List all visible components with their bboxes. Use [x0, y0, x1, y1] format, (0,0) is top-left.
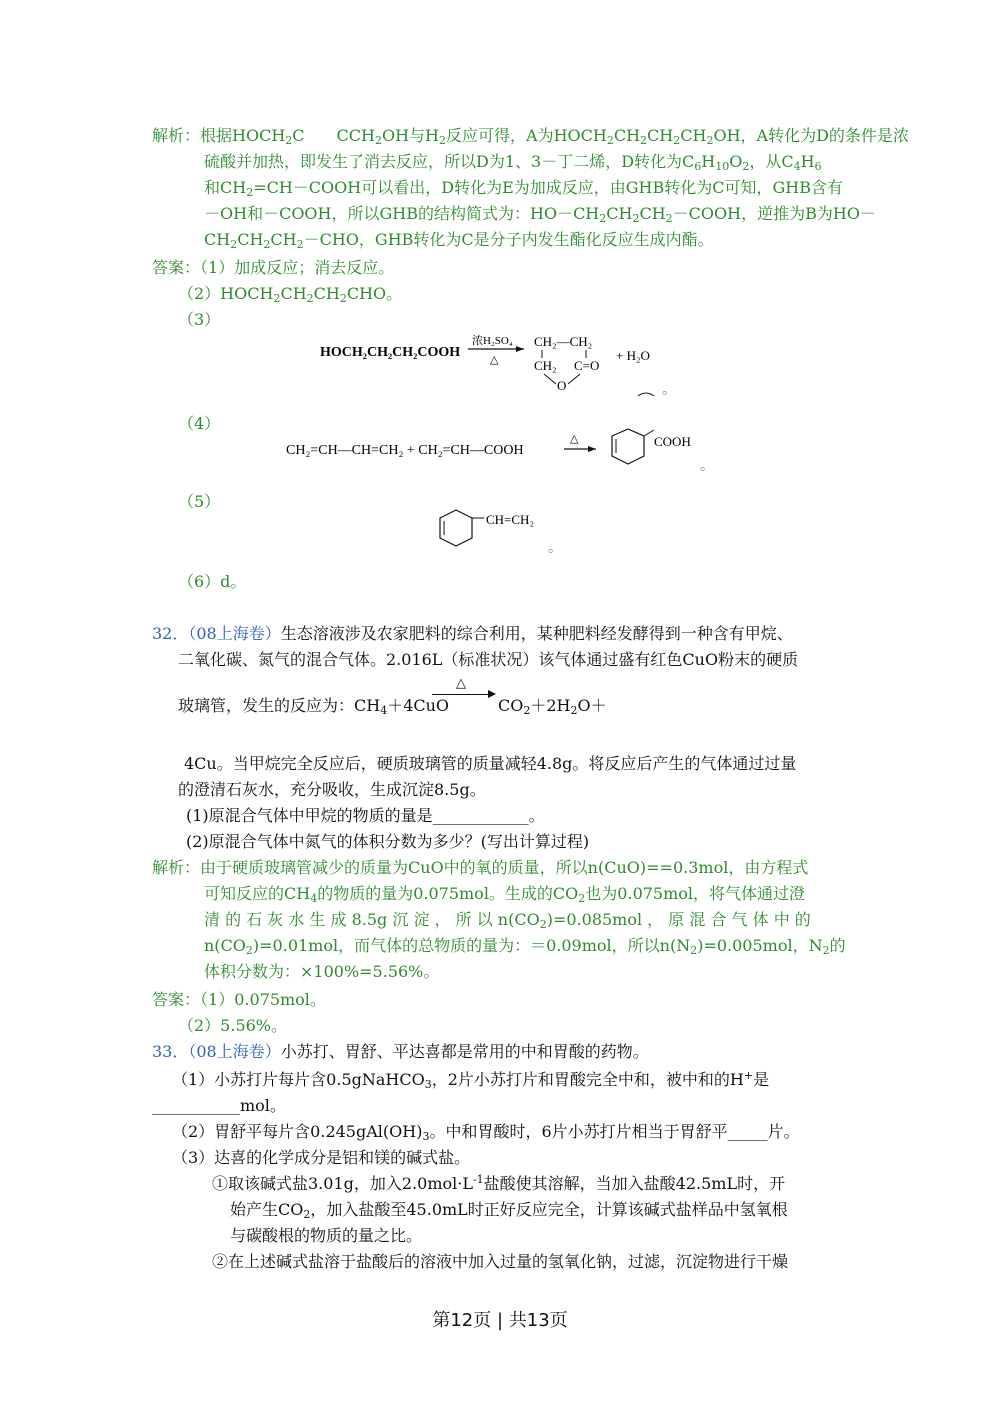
reaction-3-arrowhead — [516, 346, 524, 352]
question-33-part-1-line-1: ①取该碱式盐3.01g，加入$2.0mol\cdot L^{-1}$盐酸使其溶解，当加入盐酸42.5mL时，开 — [212, 1173, 786, 1193]
reaction-4-product-ring — [612, 429, 644, 464]
question-32-line-3: 玻璃管，发生的反应为：$CH_4+4CuO$ — [178, 696, 450, 717]
reaction-5-period: 。 — [548, 541, 562, 556]
analysis-1-line-4: －OH和－COOH，所以GHB的结构简式为：$HO-CH_2CH_2CH_2-COOH$，逆推为B为HO－ — [204, 204, 876, 225]
analysis-2-line-1: 解析：由于硬质玻璃管减少的质量为CuO中的氧的质量，所以n(CuO)==0.3mol，由方程式 — [152, 858, 809, 877]
question-32-line-3-products: $CO_2+2H_2O+$ — [498, 696, 607, 717]
page-footer: 第12页 | 共13页 — [432, 1310, 568, 1331]
analysis-2-line-3: 清 的 石 灰 水 生 成 8.5g 沉 淀 ， 所 以 $n(CO_2)=0.085mol$ ， 原 混 合 气 体 中 的 — [204, 910, 811, 931]
question-33-sub-1-blank: ___________mol。 — [152, 1096, 286, 1115]
question-33-part-2-line-1: ②在上述碱式盐溶于盐酸后的溶液中加入过量的氢氧化钠，过滤，沉淀物进行干燥 — [212, 1252, 789, 1271]
question-33-line-1: 33．（08上海卷）小苏打、胃舒、平达喜都是常用的中和胃酸的药物。 — [152, 1042, 649, 1061]
question-32-arrowhead — [488, 690, 496, 698]
question-32-line-4: 4Cu。当甲烷完全反应后，硬质玻璃管的质量减轻4.8g。将反应后产生的气体通过过量 — [184, 754, 797, 773]
question-32-line-2: 二氧化碳、氮气的混合气体。2.016L（标准状况）该气体通过盛有红色CuO粉末的硬质 — [178, 650, 799, 669]
reaction-3-period: 。 — [662, 383, 676, 398]
question-32-sub-2: (2)原混合气体中氮气的体积分数为多少？(写出计算过程) — [186, 832, 590, 851]
question-32-sub-1: (1)原混合气体中甲烷的物质的量是____________。 — [186, 806, 545, 825]
reaction-5-substituent: CH=CH₂ — [486, 512, 534, 527]
question-33-sub-2: （2）胃舒平每片含$0.245gAl(OH)_3$。中和胃酸时，6片小苏打片相当于胃舒平_____片。 — [172, 1122, 800, 1143]
answer-1-item-6: （6）d。 — [178, 572, 247, 591]
reaction-5-ring — [440, 510, 472, 546]
analysis-1-line-3: 和$CH_2=CH-COOH$可以看出，D转化为E为加成反应，由GHB转化为C可知，GHB含有 — [204, 178, 843, 199]
reaction-3-ring-bond-ro — [568, 374, 580, 384]
reaction-3-diagram — [318, 328, 678, 398]
question-32-condition: △ — [456, 676, 466, 691]
question-32-line-1: 32．（08上海卷）生态溶液涉及农家肥料的综合利用，某种肥料经发酵得到一种含有甲烷、 — [152, 624, 793, 643]
answer-2-line-1: 答案：（1）0.075mol。 — [152, 990, 326, 1009]
question-33-sub-1: （1）小苏打片每片含0.5gNaHCO$_3$，2片小苏打片和胃酸完全中和，被中和的H+是 — [172, 1069, 770, 1091]
reaction-3-water: + H₂O — [616, 348, 650, 363]
question-33-part-1-line-3: 与碳酸根的物质的量之比。 — [230, 1226, 423, 1245]
answer-1-line-1: 答案：（1）加成反应；消去反应。 — [152, 258, 395, 277]
question-33-part-1-line-2: 始产生$CO_2$，加入盐酸至45.0mL时正好反应完全，计算该碱式盐样品中氢氧根 — [230, 1200, 788, 1221]
answer-1-item-4-label: （4） — [178, 414, 221, 433]
reaction-4-arrowhead — [588, 446, 596, 452]
reaction-3-ring-oxygen: O — [557, 378, 567, 393]
analysis-1-line-5: $CH_2CH_2CH_2-CHO$，GHB转化为C是分子内发生酯化反应生成内酯。 — [204, 230, 714, 251]
reaction-3-ring-left: CH₂ — [534, 358, 557, 373]
reaction-4-period: 。 — [700, 459, 714, 474]
analysis-2-line-2: 可知反应的$CH_4$的物质的量为0.075mol。生成的$CO_2$也为0.075mol，将气体通过澄 — [204, 884, 806, 905]
reaction-3-condition-top: 浓H₂SO₄ — [472, 335, 513, 347]
reaction-3-condition-bottom: △ — [490, 354, 499, 366]
answer-1-item-5-label: （5） — [178, 492, 221, 511]
analysis-1-line-2: 硫酸并加热，即发生了消去反应，所以D为1、3－丁二烯，D转化为$C_6H_{10}O_2$，从$C_4H_6$ — [204, 152, 822, 173]
reaction-4-substituent: COOH — [654, 434, 691, 449]
analysis-2-line-5: 体积分数为：×100%=5.56%。 — [204, 962, 440, 981]
reaction-4-diagram — [284, 424, 714, 474]
reaction-3-ring-bond-lo — [544, 374, 556, 384]
reaction-4-sub-bond — [644, 430, 654, 436]
reaction-3-ring-top: CH₂—CH₂ — [534, 334, 593, 349]
reaction-3-reactant: HOCH₂CH₂CH₂COOH — [320, 345, 461, 360]
reaction-3-ring-right: C=O — [574, 358, 600, 373]
analysis-1-line-1: 解析：根据$HOCH_2C$ $CCH_2OH$与$H_2$反应可得，A为$HOCH_2CH_2CH_2CH_2OH$，A转化为D的条件是浓 — [152, 126, 909, 147]
analysis-2-line-4: $n(CO_2)=0.01mol$，而气体的总物质的量为：＝0.09mol，所以$n(N_2)=0.005mol$，$N_2$的 — [204, 936, 846, 957]
question-32-line-5: 的澄清石灰水，充分吸收，生成沉淀8.5g。 — [178, 780, 486, 799]
reaction-3-mark — [638, 393, 654, 396]
answer-1-item-3-label: （3） — [178, 310, 221, 329]
question-33-sub-3: （3）达喜的化学成分是铝和镁的碱式盐。 — [172, 1148, 471, 1167]
reaction-4-reactants: CH₂=CH—CH=CH₂ + CH₂=CH—COOH — [286, 443, 524, 458]
reaction-5-diagram — [436, 504, 566, 556]
answer-1-line-2: $(2)HOCH_2CH_2CH_2CHO$。 — [178, 284, 403, 305]
answer-2-line-2: （2）5.56%。 — [178, 1016, 288, 1035]
reaction-4-condition: △ — [570, 433, 579, 445]
